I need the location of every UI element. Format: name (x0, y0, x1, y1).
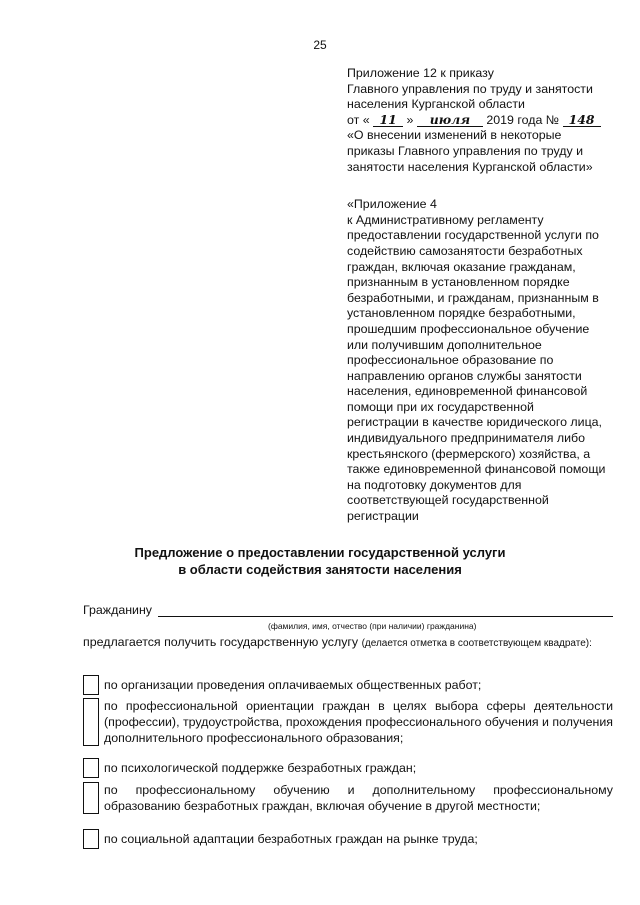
appendix-line: «О внесении изменений в некоторые (347, 128, 562, 143)
reglament-line: безработными, и гражданам, признанным в (347, 290, 599, 305)
page-number: 25 (313, 38, 327, 52)
option-public-works (83, 675, 613, 693)
reglament-line: крестьянского (фермерского) хозяйства, а (347, 446, 591, 461)
reglament-line: профессиональное образование по (347, 353, 554, 368)
date-day-handwritten: 11 (373, 113, 403, 127)
reglament-line: также единовременной финансовой помощи (347, 462, 606, 477)
option-career-guidance (83, 698, 613, 746)
reglament-line: предоставлении государственной услуги по (347, 228, 599, 243)
title-line: Предложение о предоставлении государственной услуги (134, 545, 506, 560)
addressee-name-line[interactable] (158, 616, 613, 617)
offer-main: предлагается получить государственную услугу (83, 635, 359, 649)
reglament-line: регистрации (347, 509, 419, 524)
reglament-line: помощи при их государственной (347, 399, 534, 414)
option-checkbox[interactable] (83, 758, 99, 778)
option-label: по социальной адаптации безработных граждан на рынке труда; (104, 832, 478, 846)
reglament-line: прошедшим профессиональное обучение (347, 321, 590, 336)
reglament-line: на подготовку документов для (347, 477, 522, 492)
addressee-label: Гражданину (83, 603, 153, 617)
order-number-handwritten: 148 (563, 113, 601, 127)
reglament-line: населения, единовременной финансовой (347, 384, 588, 399)
date-month-handwritten: июля (417, 113, 483, 127)
appendix-line: населения Курганской области (347, 97, 525, 112)
reglament-line: направлению органов службы занятости (347, 368, 582, 383)
appendix-header (347, 66, 617, 525)
option-label: по профессиональному обучению и дополнительному профессиональному образованию безработных граждан, включая обучение в другой местности; (104, 783, 613, 813)
offer-note: (делается отметка в соответствующем квадрате): (361, 638, 592, 649)
option-professional-training (83, 782, 613, 814)
reglament-line: признанным в установленном порядке (347, 275, 570, 290)
reglament-line: к Административному регламенту (347, 212, 544, 227)
appendix-line: занятости населения Курганской области» (347, 159, 593, 174)
order-date-line (347, 113, 617, 129)
reglament-line: установленном порядке безработными, (347, 306, 576, 321)
option-checkbox[interactable] (83, 829, 99, 849)
reglament-line: или получившим дополнительное (347, 337, 542, 352)
addressee-field (83, 603, 613, 631)
reglament-line: индивидуального предпринимателя либо (347, 431, 586, 446)
date-mid: » (406, 112, 414, 127)
option-label: по организации проведения оплачиваемых общественных работ; (104, 678, 482, 692)
option-checkbox[interactable] (83, 675, 99, 695)
reglament-line: содействию самозанятости безработных (347, 243, 583, 258)
option-social-adaptation (83, 829, 613, 847)
offer-text (83, 634, 613, 652)
reglament-line: регистрации в качестве юридического лица, (347, 415, 603, 430)
reglament-line: соответствующей государственной (347, 493, 549, 508)
document-title (0, 544, 640, 578)
appendix-line: Приложение 12 к приказу (347, 66, 494, 80)
option-label: по психологической поддержке безработных граждан; (104, 761, 417, 775)
appendix-line: Главного управления по труду и занятости (347, 81, 593, 96)
option-label: по профессиональной ориентации граждан в целях выбора сферы деятельности (профессии), трудоустройства, прохождения профессионального обучения и получения дополнительного профессионального образования; (104, 699, 613, 745)
reglament-line: граждан, включая оказание гражданам, (347, 259, 576, 274)
date-prefix: от « (347, 112, 370, 127)
addressee-hint: (фамилия, имя, отчество (при наличии) гражданина) (268, 621, 477, 631)
option-psychological-support (83, 758, 613, 776)
title-line: в области содействия занятости населения (178, 562, 462, 577)
date-year: 2019 года № (486, 112, 560, 127)
option-checkbox[interactable] (83, 782, 99, 814)
option-checkbox[interactable] (83, 698, 99, 746)
appendix-line: приказы Главного управления по труду и (347, 143, 584, 158)
reglament-line: «Приложение 4 (347, 197, 437, 212)
